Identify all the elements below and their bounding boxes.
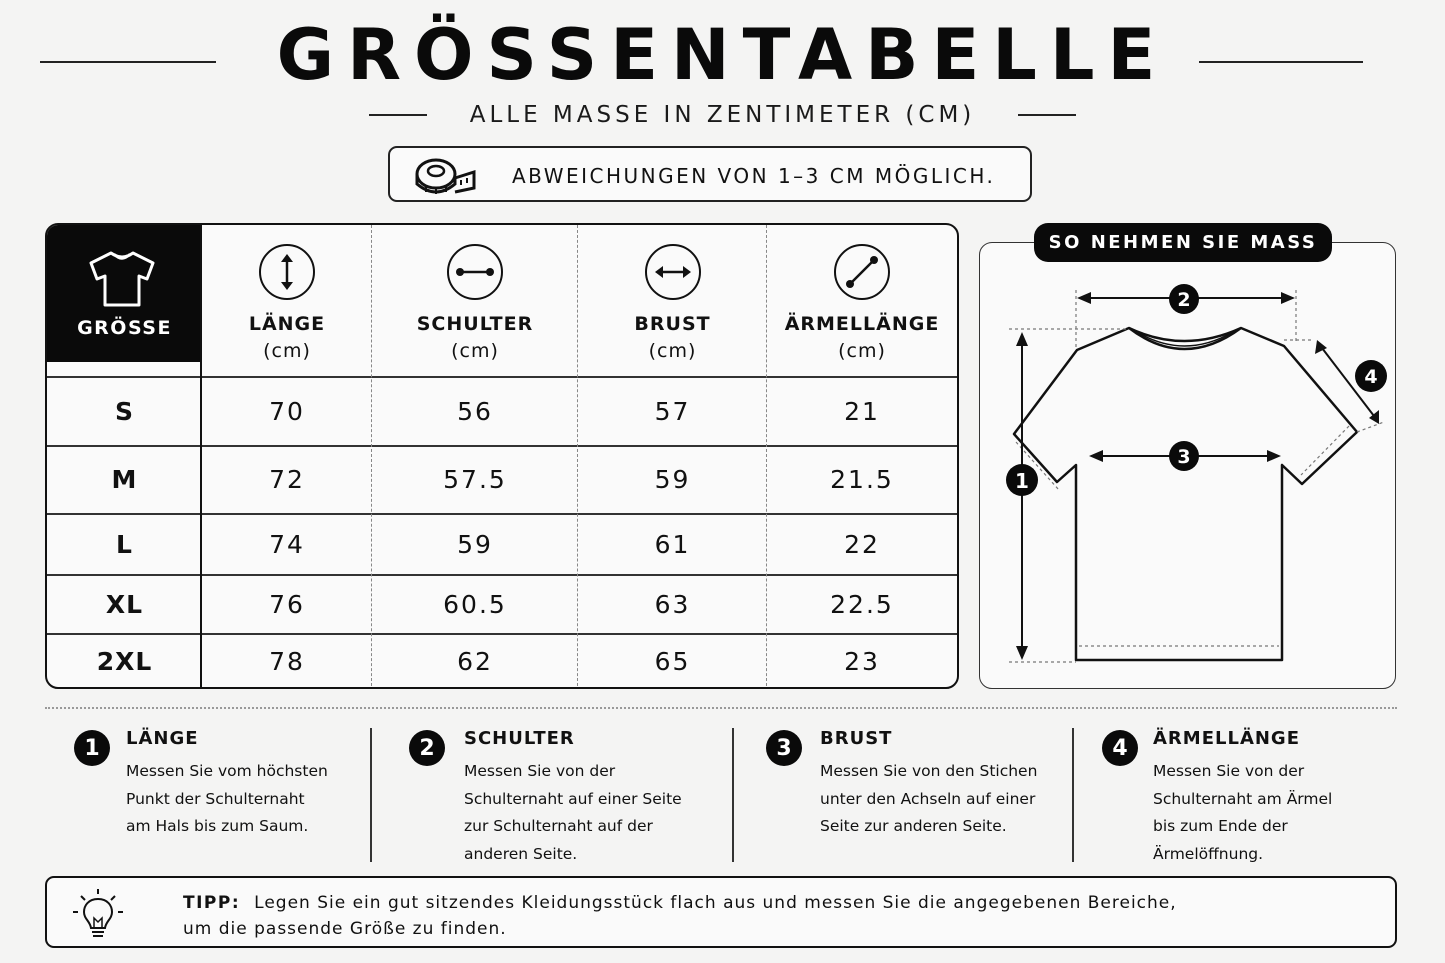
aermellaenge-cell: 22 xyxy=(844,529,880,559)
measuring-tape-icon xyxy=(414,154,478,198)
step-title: BRUST xyxy=(820,728,893,749)
table-divider xyxy=(47,574,957,576)
table-row xyxy=(47,446,957,513)
marker-1 xyxy=(1006,464,1038,496)
step-description xyxy=(464,758,714,868)
step-description xyxy=(126,758,376,841)
how-to-measure-title: SO NEHMEN SIE MASS xyxy=(1034,223,1332,262)
size-cell: M xyxy=(111,465,138,494)
table-divider xyxy=(577,225,578,689)
brust-cell: 63 xyxy=(654,590,691,619)
table-divider xyxy=(47,513,957,515)
column-unit: (cm) xyxy=(648,340,697,362)
size-header-label: GRÖSSE xyxy=(77,317,172,339)
aermellaenge-cell: 22.5 xyxy=(830,590,894,619)
tip-line-1: Legen Sie ein gut sitzendes Kleidungsstück flach aus und messen Sie die angegebenen Bereiche, xyxy=(254,893,1177,913)
table-divider xyxy=(47,445,957,447)
brust-cell: 59 xyxy=(654,465,691,494)
column-unit: (cm) xyxy=(451,340,499,362)
marker-2 xyxy=(1169,284,1199,314)
tshirt-measurement-diagram xyxy=(979,242,1396,689)
step-number-badge: 1 xyxy=(74,730,110,766)
subtitle-rule-right xyxy=(1018,114,1076,116)
brust-cell: 65 xyxy=(654,647,691,676)
table-divider xyxy=(200,225,202,689)
brust-cell: 61 xyxy=(654,529,691,559)
step-line: unter den Achseln auf einer xyxy=(820,789,1036,808)
step-line: am Hals bis zum Saum. xyxy=(126,817,309,835)
column-name: ÄRMELLÄNGE xyxy=(784,313,940,335)
schulter-cell: 59 xyxy=(457,529,493,559)
tip-text xyxy=(183,890,1183,942)
size-column-header xyxy=(47,225,202,362)
step-line: Messen Sie von den Stichen xyxy=(820,762,1038,780)
step-line: Schulternaht auf einer Seite xyxy=(464,789,682,808)
size-cell: S xyxy=(114,397,134,426)
marker-2-label: 2 xyxy=(1177,289,1191,311)
tip-line-2: um die passende Größe zu finden. xyxy=(183,919,507,939)
deviation-notice xyxy=(388,146,1032,202)
tshirt-icon xyxy=(87,249,157,309)
aermellaenge-cell: 23 xyxy=(844,647,880,676)
schulter-cell: 62 xyxy=(457,647,493,676)
laenge-cell: 78 xyxy=(269,647,305,676)
step-line: Messen Sie von der xyxy=(1153,762,1305,780)
step-title: SCHULTER xyxy=(464,728,575,749)
deviation-notice-text: ABWEICHUNGEN VON 1–3 CM MÖGLICH. xyxy=(512,164,996,188)
column-header-schulter xyxy=(372,225,578,375)
table-row xyxy=(47,634,957,689)
table-row xyxy=(47,513,957,575)
step-divider xyxy=(1072,728,1074,862)
step-line: Ärmelöffnung. xyxy=(1153,844,1264,863)
schulter-cell: 56 xyxy=(457,397,493,426)
marker-3 xyxy=(1169,441,1199,471)
column-header-laenge xyxy=(202,225,372,375)
step-line: Messen Sie von der xyxy=(464,762,616,780)
size-cell: L xyxy=(116,529,133,559)
diagonal-arrow-icon xyxy=(832,242,892,302)
size-cell: XL xyxy=(105,590,144,619)
size-table xyxy=(45,223,959,689)
table-row xyxy=(47,575,957,634)
step-line: zur Schulternaht auf der xyxy=(464,817,653,835)
marker-4-label: 4 xyxy=(1364,366,1378,388)
column-unit: (cm) xyxy=(838,340,886,362)
laenge-cell: 76 xyxy=(269,590,305,619)
step-divider xyxy=(370,728,372,862)
marker-4 xyxy=(1355,360,1387,392)
step-line: Seite zur anderen Seite. xyxy=(820,817,1007,835)
column-header-aermellaenge xyxy=(767,225,957,375)
column-unit: (cm) xyxy=(263,340,311,362)
marker-1-label: 1 xyxy=(1015,469,1029,493)
table-row xyxy=(47,377,957,446)
brust-cell: 57 xyxy=(654,397,691,426)
column-header-brust xyxy=(578,225,767,375)
tip-box xyxy=(45,876,1397,948)
column-name: SCHULTER xyxy=(416,313,534,335)
page-title: GRÖSSENTABELLE xyxy=(276,14,1169,96)
laenge-cell: 74 xyxy=(269,529,305,559)
lightbulb-icon xyxy=(73,888,123,940)
step-number-badge: 3 xyxy=(766,730,802,766)
step-line: Punkt der Schulternaht xyxy=(126,789,305,808)
step-number-badge: 4 xyxy=(1102,730,1138,766)
column-name: LÄNGE xyxy=(248,313,326,335)
title-rule-right xyxy=(1199,61,1363,63)
step-line: bis zum Ende der xyxy=(1153,817,1288,835)
step-title: LÄNGE xyxy=(126,728,199,749)
size-cell: 2XL xyxy=(96,647,153,676)
step-description xyxy=(820,758,1070,841)
horizontal-arrow-icon xyxy=(643,242,703,302)
table-divider xyxy=(47,633,957,635)
column-name: BRUST xyxy=(634,313,711,335)
step-title: ÄRMELLÄNGE xyxy=(1153,728,1301,749)
table-divider xyxy=(371,225,372,689)
table-divider xyxy=(47,376,957,378)
step-line: Schulternaht am Ärmel xyxy=(1153,789,1333,808)
aermellaenge-cell: 21 xyxy=(844,397,880,426)
tshirt-outline xyxy=(1014,328,1357,660)
shoulder-icon xyxy=(445,242,505,302)
step-line: Messen Sie vom höchsten xyxy=(126,762,328,780)
marker-3-label: 3 xyxy=(1177,446,1191,468)
step-line: anderen Seite. xyxy=(464,844,578,863)
page-subtitle: ALLE MASSE IN ZENTIMETER (CM) xyxy=(469,102,976,128)
step-number-badge: 2 xyxy=(409,730,445,766)
table-divider xyxy=(766,225,767,689)
tshirt-collar-inner xyxy=(1137,332,1233,346)
schulter-cell: 60.5 xyxy=(443,590,507,619)
vertical-arrow-icon xyxy=(257,242,317,302)
step-divider xyxy=(732,728,734,862)
section-separator xyxy=(45,707,1397,709)
laenge-cell: 72 xyxy=(269,465,305,494)
step-description xyxy=(1153,758,1403,868)
laenge-cell: 70 xyxy=(269,397,305,426)
aermellaenge-cell: 21.5 xyxy=(830,465,894,494)
tip-label: TIPP: xyxy=(183,893,241,913)
schulter-cell: 57.5 xyxy=(443,465,507,494)
